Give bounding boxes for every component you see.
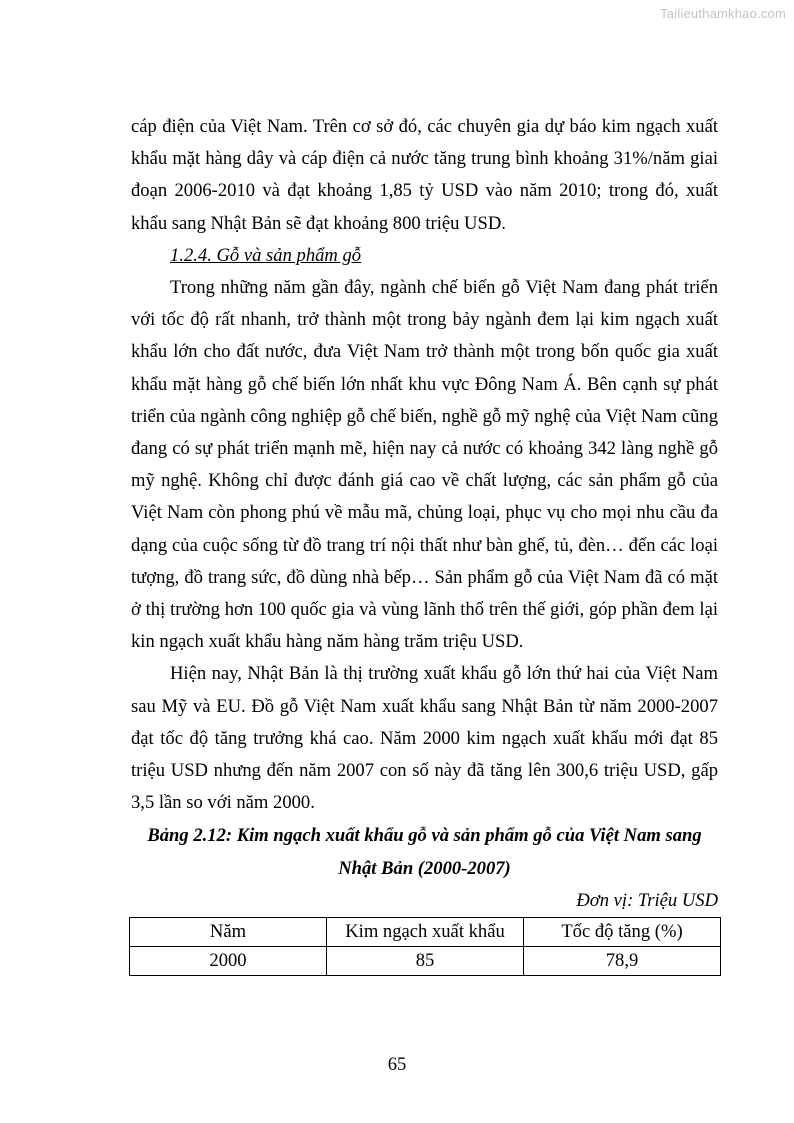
- table-row: [130, 947, 721, 976]
- table-header-row: [130, 918, 721, 947]
- table-caption: Bảng 2.12: Kim ngạch xuất khẩu gỗ và sản phẩm gỗ của Việt Nam sang Nhật Bản (2000-2007): [147, 825, 702, 879]
- section-heading-wood: 1.2.4. Gỗ và sản phẩm gỗ: [170, 244, 362, 266]
- table-unit: Đơn vị: Triệu USD: [576, 889, 718, 911]
- export-table: [129, 917, 721, 976]
- cell-year: 2000: [130, 947, 327, 976]
- header-export-value: Kim ngạch xuất khẩu: [327, 918, 524, 947]
- paragraph-wood-industry: Trong những năm gần đây, ngành chế biến gỗ Việt Nam đang phát triển với tốc độ rất nhanh, trở thành một trong bảy ngành đem lại kim ngạch xuất khẩu lớn cho đất nước, đưa Việt Nam trở thành một trong bốn quốc gia xuất khẩu mặt hàng gỗ chế biến lớn nhất khu vực Đông Nam Á. Bên cạnh sự phát triển của ngành công nghiệp gỗ chế biến, nghề gỗ mỹ nghệ của Việt Nam cũng đang có sự phát triển mạnh mẽ, hiện nay cả nước có khoảng 342 làng nghề gỗ mỹ nghệ. Không chỉ được đánh giá cao về chất lượng, các sản phẩm gỗ của Việt Nam còn phong phú về mẫu mã, chủng loại, phục vụ cho mọi nhu cầu đa dạng của cuộc sống từ đồ trang trí nội thất như bàn ghế, tủ, đèn… đến các loại tượng, đồ trang sức, đồ dùng nhà bếp… Sản phẩm gỗ của Việt Nam đã có mặt ở thị trường hơn 100 quốc gia và vùng lãnh thổ trên thế giới, góp phần đem lại kin ngạch xuất khẩu hàng năm hàng trăm triệu USD.: [131, 277, 718, 653]
- page-number: 65: [387, 1054, 407, 1075]
- watermark: Tailieuthamkhao.com: [660, 6, 786, 21]
- cell-export-value: 85: [327, 947, 524, 976]
- header-growth-rate: Tốc độ tăng (%): [524, 918, 721, 947]
- paragraph-cable-export: cáp điện của Việt Nam. Trên cơ sở đó, các chuyên gia dự báo kim ngạch xuất khẩu mặt hàng dây và cáp điện cả nước tăng trung bình khoảng 31%/năm giai đoạn 2006-2010 và đạt khoảng 1,85 tỷ USD vào năm 2010; trong đó, xuất khẩu sang Nhật Bản sẽ đạt khoảng 800 triệu USD.: [131, 116, 718, 234]
- page-body: [131, 111, 718, 976]
- cell-growth-rate: 78,9: [524, 947, 721, 976]
- header-year: Năm: [130, 918, 327, 947]
- paragraph-japan-market: Hiện nay, Nhật Bản là thị trường xuất khẩu gỗ lớn thứ hai của Việt Nam sau Mỹ và EU. Đồ gỗ Việt Nam xuất khẩu sang Nhật Bản từ năm 2000-2007 đạt tốc độ tăng trưởng khá cao. Năm 2000 kim ngạch xuất khẩu mới đạt 85 triệu USD nhưng đến năm 2007 con số này đã tăng lên 300,6 triệu USD, gấp 3,5 lần so với năm 2000.: [131, 663, 718, 814]
